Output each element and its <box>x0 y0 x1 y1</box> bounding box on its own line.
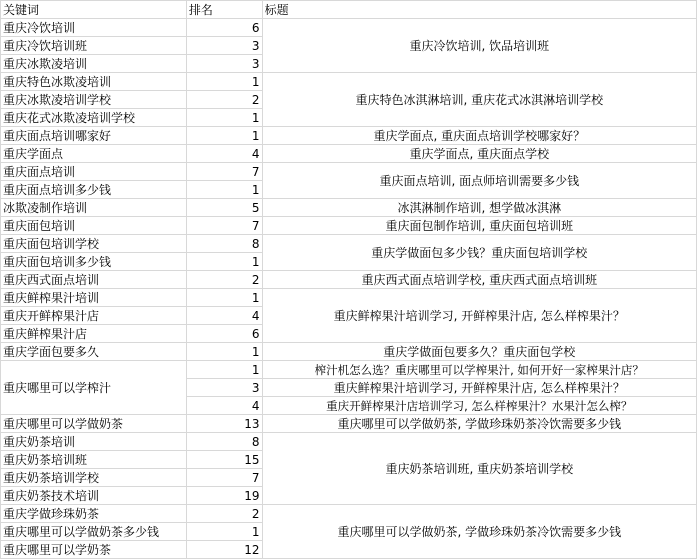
table-row <box>1 19 697 37</box>
table-row <box>1 73 697 91</box>
keyword-cell[interactable]: 重庆花式冰欺凌培训学校 <box>1 109 187 127</box>
keyword-cell[interactable]: 重庆冰欺凌培训 <box>1 55 187 73</box>
title-cell[interactable]: 重庆西式面点培训学校, 重庆西式面点培训班 <box>262 271 696 289</box>
rank-cell[interactable]: 4 <box>186 397 262 415</box>
keyword-cell[interactable]: 重庆哪里可以学榨汁 <box>1 361 187 415</box>
rank-cell[interactable]: 1 <box>186 109 262 127</box>
rank-cell[interactable]: 3 <box>186 55 262 73</box>
keyword-cell[interactable]: 重庆哪里可以学做奶茶多少钱 <box>1 523 187 541</box>
rank-cell[interactable]: 1 <box>186 361 262 379</box>
keyword-cell[interactable]: 重庆哪里可以学做奶茶 <box>1 415 187 433</box>
header-rank[interactable]: 排名 <box>186 1 262 19</box>
title-cell[interactable]: 重庆学做面包要多久？重庆面包学校 <box>262 343 696 361</box>
title-cell[interactable]: 重庆鲜榨果汁培训学习, 开鲜榨果汁店, 怎么样榨果汁？ <box>262 289 696 343</box>
keyword-cell[interactable]: 重庆开鲜榨果汁店 <box>1 307 187 325</box>
table-row <box>1 271 697 289</box>
title-cell[interactable]: 重庆特色冰淇淋培训, 重庆花式冰淇淋培训学校 <box>262 73 696 127</box>
title-cell[interactable]: 重庆哪里可以学做奶茶, 学做珍珠奶茶冷饮需要多少钱 <box>262 415 696 433</box>
keyword-cell[interactable]: 重庆鲜榨果汁店 <box>1 325 187 343</box>
keyword-cell[interactable]: 重庆奶茶技术培训 <box>1 487 187 505</box>
table-row <box>1 505 697 523</box>
title-cell[interactable]: 重庆奶茶培训班, 重庆奶茶培训学校 <box>262 433 696 505</box>
rank-cell[interactable]: 13 <box>186 415 262 433</box>
keyword-cell[interactable]: 重庆奶茶培训学校 <box>1 469 187 487</box>
keyword-cell[interactable]: 冰欺凌制作培训 <box>1 199 187 217</box>
rank-cell[interactable]: 2 <box>186 505 262 523</box>
keyword-cell[interactable]: 重庆学面点 <box>1 145 187 163</box>
rank-cell[interactable]: 7 <box>186 469 262 487</box>
rank-cell[interactable]: 12 <box>186 541 262 559</box>
keyword-cell[interactable]: 重庆鲜榨果汁培训 <box>1 289 187 307</box>
title-cell[interactable]: 冰淇淋制作培训, 想学做冰淇淋 <box>262 199 696 217</box>
rank-cell[interactable]: 4 <box>186 307 262 325</box>
title-cell[interactable]: 重庆学面点, 重庆面点学校 <box>262 145 696 163</box>
title-cell[interactable]: 重庆冷饮培训, 饮品培训班 <box>262 19 696 73</box>
header-title[interactable]: 标题 <box>262 1 696 19</box>
rank-cell[interactable]: 7 <box>186 217 262 235</box>
rank-cell[interactable]: 1 <box>186 343 262 361</box>
rank-cell[interactable]: 1 <box>186 523 262 541</box>
keyword-cell[interactable]: 重庆面点培训哪家好 <box>1 127 187 145</box>
rank-cell[interactable]: 2 <box>186 271 262 289</box>
rank-cell[interactable]: 8 <box>186 235 262 253</box>
table-row <box>1 433 697 451</box>
title-cell[interactable]: 重庆哪里可以学做奶茶, 学做珍珠奶茶冷饮需要多少钱 <box>262 505 696 559</box>
table-row <box>1 415 697 433</box>
title-cell[interactable]: 榨汁机怎么选？重庆哪里可以学榨果汁, 如何开好一家榨果汁店？ <box>262 361 696 379</box>
table-row <box>1 145 697 163</box>
table-row <box>1 199 697 217</box>
rank-cell[interactable]: 1 <box>186 289 262 307</box>
rank-cell[interactable]: 1 <box>186 181 262 199</box>
header-row <box>1 1 697 19</box>
table-row <box>1 289 697 307</box>
rank-cell[interactable]: 3 <box>186 37 262 55</box>
keyword-cell[interactable]: 重庆奶茶培训班 <box>1 451 187 469</box>
keyword-cell[interactable]: 重庆西式面点培训 <box>1 271 187 289</box>
rank-cell[interactable]: 6 <box>186 19 262 37</box>
keyword-cell[interactable]: 重庆冰欺凌培训学校 <box>1 91 187 109</box>
table-row <box>1 343 697 361</box>
keyword-cell[interactable]: 重庆学做珍珠奶茶 <box>1 505 187 523</box>
rank-cell[interactable]: 8 <box>186 433 262 451</box>
keyword-cell[interactable]: 重庆面包培训 <box>1 217 187 235</box>
title-cell[interactable]: 重庆鲜榨果汁培训学习, 开鲜榨果汁店, 怎么样榨果汁？ <box>262 379 696 397</box>
rank-cell[interactable]: 2 <box>186 91 262 109</box>
rank-cell[interactable]: 7 <box>186 163 262 181</box>
title-cell[interactable]: 重庆学做面包多少钱？重庆面包培训学校 <box>262 235 696 271</box>
rank-cell[interactable]: 5 <box>186 199 262 217</box>
table-row <box>1 361 697 379</box>
title-cell[interactable]: 重庆学面点, 重庆面点培训学校哪家好？ <box>262 127 696 145</box>
rank-cell[interactable]: 1 <box>186 127 262 145</box>
rank-cell[interactable]: 6 <box>186 325 262 343</box>
rank-cell[interactable]: 4 <box>186 145 262 163</box>
table-row <box>1 163 697 181</box>
keyword-cell[interactable]: 重庆面包培训学校 <box>1 235 187 253</box>
title-cell[interactable]: 重庆面包制作培训, 重庆面包培训班 <box>262 217 696 235</box>
rank-cell[interactable]: 3 <box>186 379 262 397</box>
keyword-cell[interactable]: 重庆冷饮培训 <box>1 19 187 37</box>
table-row <box>1 235 697 253</box>
keyword-cell[interactable]: 重庆学面包要多久 <box>1 343 187 361</box>
title-cell[interactable]: 重庆开鲜榨果汁店培训学习, 怎么样榨果汁？水果汁怎么榨？ <box>262 397 696 415</box>
rank-cell[interactable]: 15 <box>186 451 262 469</box>
title-cell[interactable]: 重庆面点培训, 面点师培训需要多少钱 <box>262 163 696 199</box>
header-keyword[interactable]: 关键词 <box>1 1 187 19</box>
keyword-cell[interactable]: 重庆哪里可以学奶茶 <box>1 541 187 559</box>
table-row <box>1 127 697 145</box>
rank-cell[interactable]: 1 <box>186 73 262 91</box>
keyword-cell[interactable]: 重庆冷饮培训班 <box>1 37 187 55</box>
rank-cell[interactable]: 19 <box>186 487 262 505</box>
keyword-cell[interactable]: 重庆奶茶培训 <box>1 433 187 451</box>
table-row <box>1 217 697 235</box>
keyword-cell[interactable]: 重庆面包培训多少钱 <box>1 253 187 271</box>
keyword-cell[interactable]: 重庆面点培训 <box>1 163 187 181</box>
keyword-cell[interactable]: 重庆特色冰欺凌培训 <box>1 73 187 91</box>
keyword-cell[interactable]: 重庆面点培训多少钱 <box>1 181 187 199</box>
rank-cell[interactable]: 1 <box>186 253 262 271</box>
